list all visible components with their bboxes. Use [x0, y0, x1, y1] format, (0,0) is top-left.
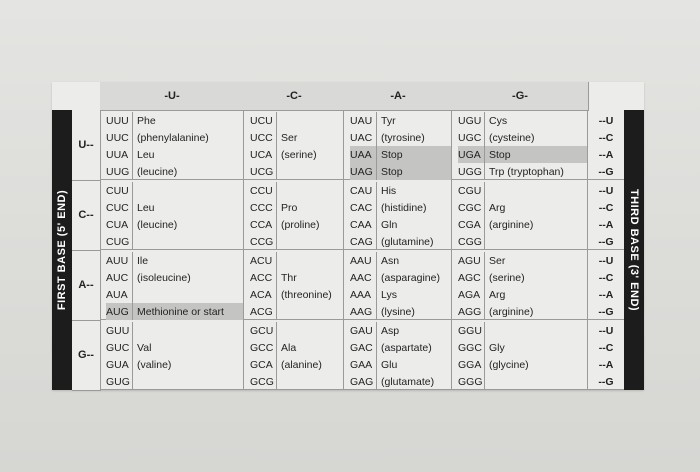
codon: AGG	[458, 305, 482, 318]
first-base-label: FIRST BASE (5' END)	[52, 110, 72, 390]
third-base: --U	[598, 324, 614, 337]
amino-acid: Gln	[376, 216, 397, 233]
codon: GAA	[350, 358, 373, 371]
third-base-column	[588, 110, 624, 180]
codon-line	[106, 269, 243, 286]
third-base-column	[588, 250, 624, 320]
amino-acid: Tyr	[376, 112, 396, 129]
amino-acid	[276, 233, 281, 250]
amino-acid	[132, 233, 137, 250]
codon-line	[350, 112, 451, 129]
codon-line	[250, 146, 343, 163]
codon-cell	[344, 110, 452, 180]
third-base-label: THIRD BASE (3' END)	[624, 110, 644, 390]
amino-acid: Ser	[484, 252, 505, 269]
amino-acid: Stop	[376, 146, 403, 163]
codon: CCU	[250, 184, 273, 197]
codon-grid	[72, 82, 624, 390]
codon: GUC	[106, 341, 130, 354]
codon-line	[350, 356, 451, 373]
amino-acid	[132, 373, 137, 390]
codon-line	[106, 252, 243, 269]
codon-line	[458, 112, 587, 129]
amino-acid: Ser	[276, 129, 297, 146]
codon: GGA	[458, 358, 482, 371]
amino-acid	[276, 373, 281, 390]
row-header: A--	[72, 250, 101, 321]
codon-line	[250, 303, 343, 320]
codon: CCA	[250, 218, 273, 231]
codon: UGA	[458, 148, 481, 161]
column-header: -G-	[452, 82, 589, 111]
codon: CCG	[250, 235, 274, 248]
codon-line	[458, 146, 587, 163]
codon: AAU	[350, 254, 372, 267]
codon: UUC	[106, 131, 129, 144]
codon-cell	[100, 250, 244, 320]
codon: AAC	[350, 271, 372, 284]
codon: CGU	[458, 184, 482, 197]
column-header: -U-	[100, 82, 245, 111]
amino-acid: (cysteine)	[484, 129, 535, 146]
codon: CGC	[458, 201, 482, 214]
codon-line	[106, 286, 243, 303]
codon: AUA	[106, 288, 128, 301]
codon-cell	[100, 320, 244, 390]
codon-cell	[344, 180, 452, 250]
amino-acid: His	[376, 182, 396, 199]
amino-acid	[484, 322, 489, 339]
codon: CGA	[458, 218, 481, 231]
amino-acid: (arginine)	[484, 216, 533, 233]
third-base: --C	[598, 131, 614, 144]
codon: CUC	[106, 201, 129, 214]
codon: GUG	[106, 375, 130, 388]
third-base: --C	[598, 201, 614, 214]
codon-line	[106, 339, 243, 356]
row-header: U--	[72, 110, 101, 181]
codon-line	[458, 216, 587, 233]
amino-acid	[276, 163, 281, 180]
codon: CAU	[350, 184, 373, 197]
codon: UCU	[250, 114, 273, 127]
amino-acid	[484, 373, 489, 390]
codon: UCG	[250, 165, 274, 178]
codon-line	[458, 303, 587, 320]
amino-acid: (threonine)	[276, 286, 332, 303]
codon-line	[350, 286, 451, 303]
codon: ACU	[250, 254, 273, 267]
codon: CAC	[350, 201, 373, 214]
amino-acid: (histidine)	[376, 199, 427, 216]
codon-cell	[452, 320, 588, 390]
amino-acid: (isoleucine)	[132, 269, 191, 286]
amino-acid	[132, 286, 137, 303]
amino-acid: Ala	[276, 339, 296, 356]
codon: CAA	[350, 218, 372, 231]
third-base: --C	[598, 341, 614, 354]
codon-cell	[100, 110, 244, 180]
codon-line	[250, 216, 343, 233]
codon: UAA	[350, 148, 372, 161]
codon-cell	[244, 250, 344, 320]
codon-line	[350, 303, 451, 320]
third-base-column	[588, 180, 624, 250]
amino-acid: (aspartate)	[376, 339, 432, 356]
codon: GUA	[106, 358, 129, 371]
third-base: --A	[598, 218, 614, 231]
amino-acid	[276, 182, 281, 199]
codon: CGG	[458, 235, 482, 248]
third-base: --A	[598, 148, 614, 161]
codon-line	[458, 286, 587, 303]
amino-acid	[276, 322, 281, 339]
codon-line	[458, 373, 587, 390]
amino-acid: Pro	[276, 199, 297, 216]
third-base: --A	[598, 358, 614, 371]
third-base: --U	[598, 184, 614, 197]
amino-acid: (tyrosine)	[376, 129, 425, 146]
amino-acid: (lysine)	[376, 303, 415, 320]
third-base: --G	[598, 375, 614, 388]
codon-line	[350, 339, 451, 356]
codon-line	[458, 163, 587, 180]
amino-acid: (glycine)	[484, 356, 529, 373]
codon-line	[250, 233, 343, 250]
codon-line	[250, 339, 343, 356]
codon: AUU	[106, 254, 129, 267]
codon: ACG	[250, 305, 273, 318]
codon-line	[250, 129, 343, 146]
amino-acid: (alanine)	[276, 356, 322, 373]
codon: GUU	[106, 324, 130, 337]
amino-acid: (serine)	[276, 146, 317, 163]
codon: UUA	[106, 148, 129, 161]
codon-line	[106, 233, 243, 250]
codon: ACA	[250, 288, 272, 301]
codon-line	[250, 199, 343, 216]
amino-acid: (arginine)	[484, 303, 533, 320]
codon: GAC	[350, 341, 373, 354]
codon-line	[350, 322, 451, 339]
row-header: G--	[72, 320, 101, 391]
codon-line	[106, 199, 243, 216]
codon-line	[106, 182, 243, 199]
codon-line	[458, 129, 587, 146]
codon-line	[106, 129, 243, 146]
codon: GGG	[458, 375, 483, 388]
amino-acid	[132, 182, 137, 199]
codon: GAU	[350, 324, 373, 337]
codon-line	[350, 182, 451, 199]
codon-line	[250, 269, 343, 286]
codon-line	[250, 373, 343, 390]
row-header: C--	[72, 180, 101, 251]
amino-acid: Arg	[484, 286, 505, 303]
amino-acid: Leu	[132, 146, 155, 163]
codon-line	[250, 322, 343, 339]
third-base: --A	[598, 288, 614, 301]
amino-acid	[276, 303, 281, 320]
codon: UGG	[458, 165, 482, 178]
amino-acid: Glu	[376, 356, 397, 373]
codon: CAG	[350, 235, 373, 248]
codon-line	[458, 252, 587, 269]
codon-line	[350, 373, 451, 390]
amino-acid: Leu	[132, 199, 155, 216]
codon: AGU	[458, 254, 481, 267]
codon: UAC	[350, 131, 373, 144]
codon: UAU	[350, 114, 373, 127]
codon-line	[458, 322, 587, 339]
amino-acid: Phe	[132, 112, 156, 129]
codon: AUG	[106, 305, 129, 318]
third-base: --G	[598, 305, 614, 318]
codon-cell	[100, 180, 244, 250]
codon-line	[106, 163, 243, 180]
amino-acid: Asn	[376, 252, 399, 269]
codon-line	[458, 233, 587, 250]
codon: ACC	[250, 271, 273, 284]
codon-cell	[344, 250, 452, 320]
codon-line	[250, 112, 343, 129]
codon-line	[106, 146, 243, 163]
codon-cell	[244, 320, 344, 390]
codon: GCG	[250, 375, 274, 388]
codon-line	[458, 182, 587, 199]
amino-acid: Stop	[484, 146, 511, 163]
amino-acid: Stop	[376, 163, 403, 180]
amino-acid: (serine)	[484, 269, 525, 286]
codon: AGC	[458, 271, 481, 284]
amino-acid: Trp (tryptophan)	[484, 163, 564, 180]
column-header: -A-	[344, 82, 453, 111]
codon-line	[350, 146, 451, 163]
codon-cell	[244, 110, 344, 180]
codon-line	[250, 163, 343, 180]
codon-cell	[452, 110, 588, 180]
codon: AAA	[350, 288, 372, 301]
amino-acid: Arg	[484, 199, 505, 216]
codon-line	[106, 373, 243, 390]
codon-line	[350, 163, 451, 180]
amino-acid: (glutamine)	[376, 233, 434, 250]
codon-line	[350, 269, 451, 286]
amino-acid: Val	[132, 339, 151, 356]
codon-line	[106, 216, 243, 233]
codon-cell	[344, 320, 452, 390]
codon: UAG	[350, 165, 373, 178]
codon: UUG	[106, 165, 130, 178]
codon: CCC	[250, 201, 273, 214]
codon: GCU	[250, 324, 274, 337]
codon-line	[458, 199, 587, 216]
third-base: --U	[598, 254, 614, 267]
codon-line	[106, 356, 243, 373]
codon-line	[350, 252, 451, 269]
codon: GGC	[458, 341, 482, 354]
codon: UGC	[458, 131, 482, 144]
amino-acid: (leucine)	[132, 216, 177, 233]
amino-acid: (leucine)	[132, 163, 177, 180]
amino-acid: (asparagine)	[376, 269, 440, 286]
third-base: --G	[598, 165, 614, 178]
codon: CUA	[106, 218, 129, 231]
amino-acid: Gly	[484, 339, 505, 356]
codon-line	[458, 269, 587, 286]
third-base: --C	[598, 271, 614, 284]
amino-acid: (glutamate)	[376, 373, 434, 390]
codon: CUG	[106, 235, 130, 248]
codon-cell	[452, 180, 588, 250]
amino-acid: (proline)	[276, 216, 320, 233]
codon-line	[250, 286, 343, 303]
codon: AAG	[350, 305, 373, 318]
codon-cell	[244, 180, 344, 250]
codon: GAG	[350, 375, 374, 388]
amino-acid: Asp	[376, 322, 399, 339]
codon-line	[350, 216, 451, 233]
codon-line	[458, 339, 587, 356]
codon-line	[350, 199, 451, 216]
amino-acid: Methionine or start	[132, 303, 224, 320]
amino-acid	[276, 252, 281, 269]
codon: AUC	[106, 271, 129, 284]
amino-acid	[484, 182, 489, 199]
codon: UCA	[250, 148, 273, 161]
codon-cell	[452, 250, 588, 320]
amino-acid	[484, 233, 489, 250]
amino-acid	[132, 322, 137, 339]
amino-acid: Thr	[276, 269, 297, 286]
codon: GCC	[250, 341, 274, 354]
codon-line	[458, 356, 587, 373]
amino-acid: Lys	[376, 286, 397, 303]
amino-acid: Ile	[132, 252, 148, 269]
codon: UUU	[106, 114, 129, 127]
codon-line	[250, 356, 343, 373]
codon-line	[350, 233, 451, 250]
codon-line	[250, 252, 343, 269]
amino-acid: (valine)	[132, 356, 171, 373]
codon: CUU	[106, 184, 129, 197]
codon-line	[106, 322, 243, 339]
codon-line	[106, 112, 243, 129]
codon: GGU	[458, 324, 482, 337]
third-base: --U	[598, 114, 614, 127]
third-base-column	[588, 320, 624, 390]
codon-line	[106, 303, 243, 320]
codon-line	[250, 182, 343, 199]
third-base: --G	[598, 235, 614, 248]
codon: UGU	[458, 114, 482, 127]
amino-acid	[276, 112, 281, 129]
codon: AGA	[458, 288, 481, 301]
amino-acid: (phenylalanine)	[132, 129, 209, 146]
codon: UCC	[250, 131, 273, 144]
amino-acid: Cys	[484, 112, 507, 129]
codon: GCA	[250, 358, 273, 371]
codon-line	[350, 129, 451, 146]
column-header: -C-	[244, 82, 345, 111]
